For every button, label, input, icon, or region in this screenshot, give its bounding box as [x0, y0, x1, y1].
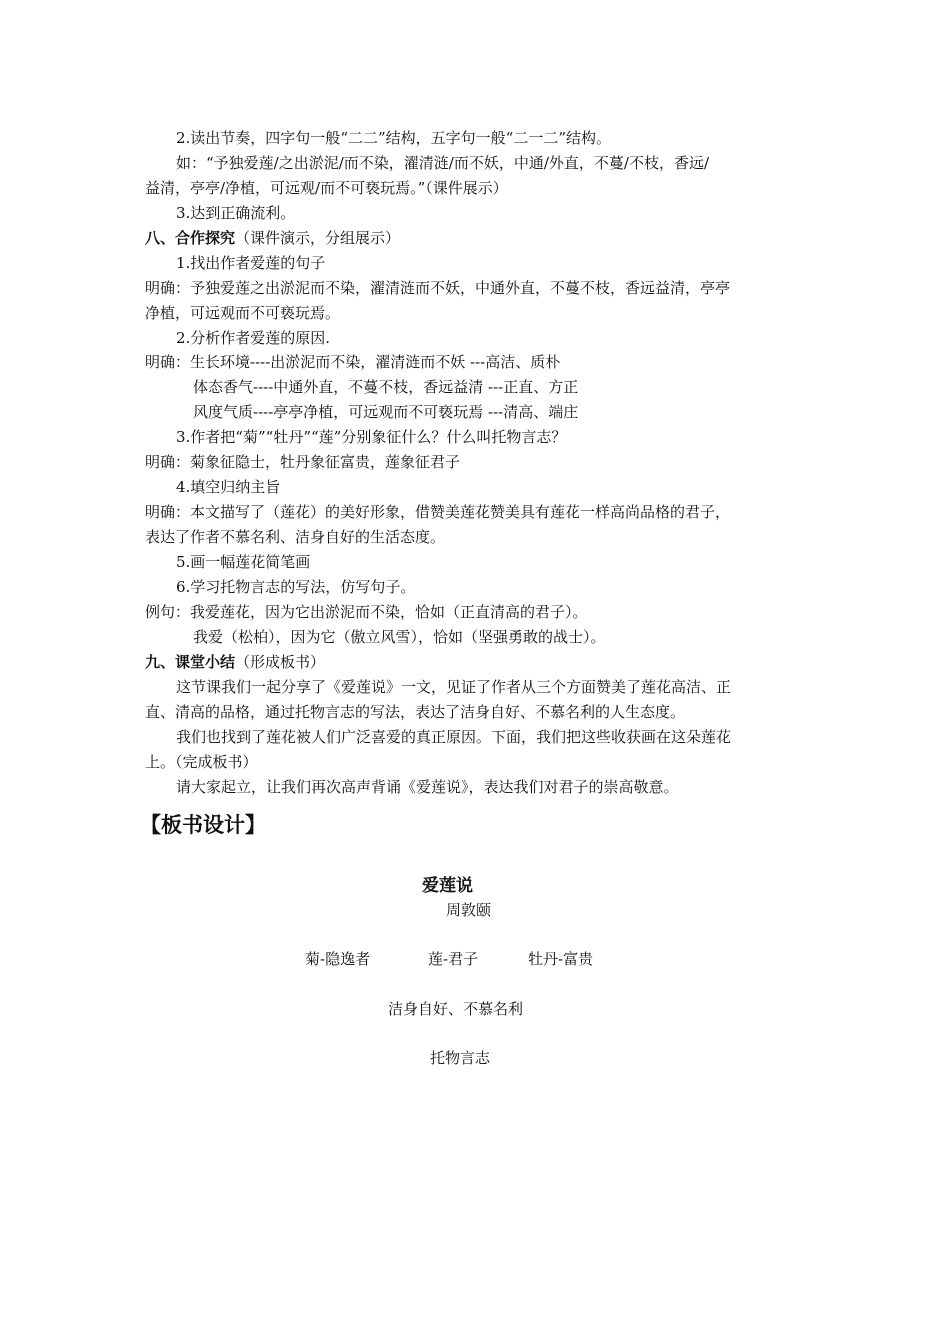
- text-line: 5.画一幅莲花简笔画: [176, 553, 311, 571]
- text-line: 净植，可远观而不可亵玩焉。: [145, 304, 341, 322]
- text-line: 请大家起立，让我们再次高声背诵《爱莲说》，表达我们对君子的崇高敬意。: [176, 778, 679, 796]
- text-line: 4.填空归纳主旨: [176, 478, 281, 496]
- text-line: 益清，亭亭/净植，可远观/而不可亵玩焉。”（课件展示）: [145, 179, 508, 197]
- board-item-mudan: 牡丹-富贵: [528, 950, 594, 968]
- text-line: 如：“予独爱莲/之出淤泥/而不染，濯清涟/而不妖，中通/外直，不蔓/不枝，香远/: [176, 154, 709, 172]
- section-heading-9-note: （形成板书）: [235, 653, 326, 671]
- text-line: 3.达到正确流利。: [176, 204, 296, 222]
- text-line: 1.找出作者爱莲的句子: [176, 254, 326, 272]
- section-heading-8: [145, 228, 400, 248]
- section-heading-9: [145, 652, 325, 672]
- text-line: 这节课我们一起分享了《爱莲说》一文，见证了作者从三个方面赞美了莲花高洁、正: [176, 678, 732, 696]
- text-line: 明确：予独爱莲之出淤泥而不染，濯清涟而不妖，中通外直，不蔓不枝，香远益清，亭亭: [145, 279, 731, 297]
- text-line: 体态香气----中通外直，不蔓不枝，香远益清 ---正直、方正: [193, 378, 579, 396]
- board-title: 爱莲说: [422, 876, 473, 896]
- text-line: 我爱（松柏），因为它（傲立风雪），恰如（坚强勇敢的战士）。: [193, 628, 606, 646]
- board-design-heading: 【板书设计】: [140, 813, 266, 837]
- text-line: 明确：生长环境----出淤泥而不染，濯清涟而不妖 ---高洁、质朴: [145, 353, 561, 371]
- section-heading-8-note: （课件演示，分组展示）: [235, 229, 401, 247]
- board-method: 托物言志: [430, 1049, 491, 1067]
- text-line: 明确：本文描写了（莲花）的美好形象，借赞美莲花赞美具有莲花一样高尚品格的君子，: [145, 503, 731, 521]
- text-line: 风度气质----亭亭净植，可远观而不可亵玩焉 ---清高、端庄: [193, 403, 579, 421]
- section-heading-9-title: 九、课堂小结: [145, 653, 236, 671]
- text-line: 2.读出节奏，四字句一般“二二”结构，五字句一般“二一二”结构。: [176, 129, 611, 147]
- text-line: 我们也找到了莲花被人们广泛喜爱的真正原因。下面，我们把这些收获画在这朵莲花: [176, 728, 732, 746]
- board-virtue: 洁身自好、不慕名利: [388, 1000, 524, 1018]
- text-line: 上。（完成板书）: [145, 753, 258, 771]
- section-heading-8-title: 八、合作探究: [145, 229, 236, 247]
- board-author: 周敦颐: [446, 901, 492, 919]
- text-line: 2.分析作者爱莲的原因.: [176, 329, 331, 347]
- text-line: 明确：菊象征隐士，牡丹象征富贵，莲象征君子: [145, 453, 461, 471]
- text-line: 6.学习托物言志的写法，仿写句子。: [176, 578, 416, 596]
- board-item-ju: 菊-隐逸者: [305, 950, 371, 968]
- text-line: 直、清高的品格，通过托物言志的写法，表达了洁身自好、不慕名利的人生态度。: [145, 703, 686, 721]
- text-line: 例句：我爱莲花，因为它出淤泥而不染，恰如（正直清高的君子）。: [145, 603, 588, 621]
- text-line: 表达了作者不慕名利、洁身自好的生活态度。: [145, 528, 446, 546]
- text-line: 3.作者把“菊”“牡丹”“莲”分别象征什么？什么叫托物言志？: [176, 428, 567, 446]
- board-item-lian: 莲-君子: [428, 950, 479, 968]
